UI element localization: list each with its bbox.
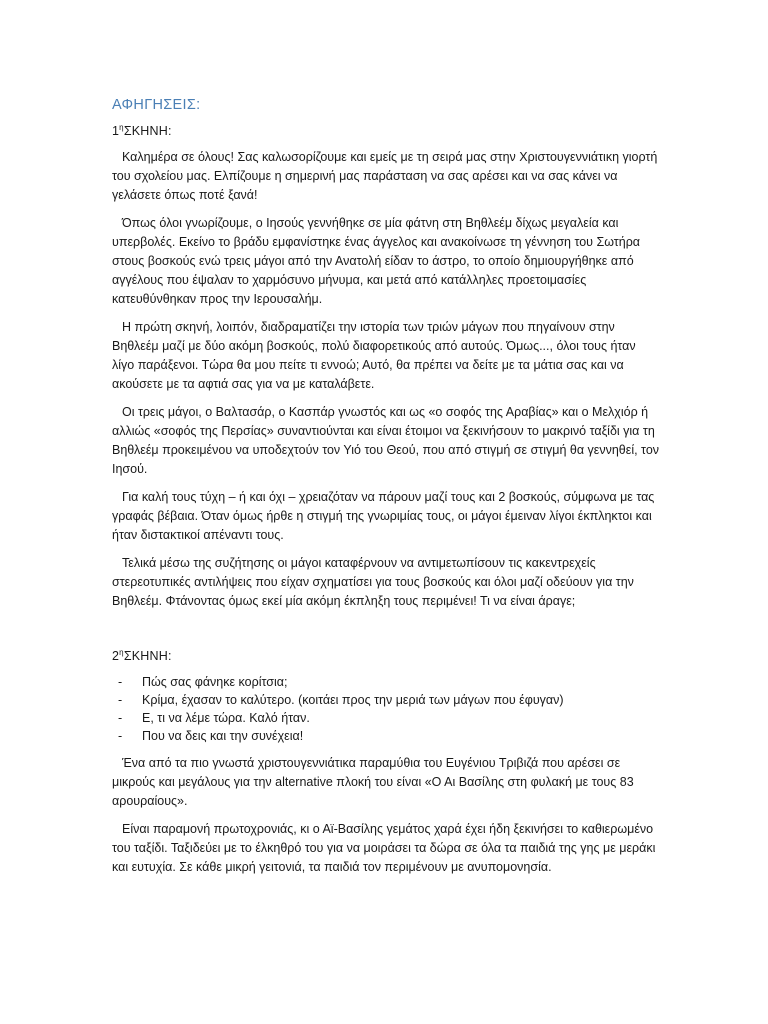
scene-2-title (112, 645, 660, 664)
document-heading: ΑΦΗΓΗΣΕΙΣ: (112, 97, 201, 113)
scene-1-ordinal: η (119, 123, 124, 132)
scene-1-label: ΣΚΗΝΗ: (123, 124, 172, 138)
scene-2-label: ΣΚΗΝΗ: (123, 649, 172, 663)
scene-1-paragraph-1: Καλημέρα σε όλους! Σας καλωσορίζουμε και εμείς με τη σειρά μας στην Χριστουγεννιάτικη γιορτή του σχολείου μας. Ελπίζουμε η σημερινή μας παράσταση να σας αρέσει και να σας κάνει να γελάσετε όπως ποτέ ξανά! (112, 150, 658, 202)
scene-1-paragraph-6: Τελικά μέσω της συζήτησης οι μάγοι καταφέρνουν να αντιμετωπίσουν τις κακεντρεχείς στερεοτυπικές αντιλήψεις που είχαν σχηματίσει για τους βοσκούς και όλοι μαζί οδεύουν για την Βηθλεέμ. Φτάνοντας όμως εκεί μία ακόμη έκπληξη τους περιμένει! Τι να είναι άραγε; (112, 556, 634, 608)
scene-1-paragraph-2: Όπως όλοι γνωρίζουμε, ο Ιησούς γεννήθηκε σε μία φάτνη στη Βηθλεέμ δίχως μεγαλεία και υπερβολές. Εκείνο το βράδυ εμφανίστηκε ένας άγγελος και ανακοίνωσε τη γέννηση του Σωτήρα στους βοσκούς ενώ τρεις μάγοι από την Ανατολή είδαν το άστρο, το οποίο δημιουργήθηκε από αγγέλους που έψαλαν το χαρμόσυνο μήνυμα, και μετά από κατάλληλες προετοιμασίες κατευθύνθηκαν προς την Ιερουσαλήμ. (112, 216, 641, 306)
dialogue-list (112, 673, 660, 745)
scene-2-paragraph-1: Ένα από τα πιο γνωστά χριστουγεννιάτικα παραμύθια του Ευγένιου Τριβιζά που αρέσει σε μικρούς και μεγάλους για την alternative πλοκή του είναι «Ο Αι Βασίλης στη φυλακή με τους 83 αρουραίους». (112, 756, 634, 808)
scene-1-paragraph-5: Για καλή τους τύχη – ή και όχι – χρειαζόταν να πάρουν μαζί τους και 2 βοσκούς, σύμφωνα με τας γραφάς βέβαια. Όταν όμως ήρθε η στιγμή της γνωριμίας τους, οι μάγοι έμειναν λίγοι έκπληκτοι και ήταν διστακτικοί απέναντι τους. (112, 490, 655, 542)
scene-2-number: 2 (112, 649, 120, 663)
dialogue-text: Πώς σας φάνηκε κορίτσια; (142, 675, 288, 689)
scene-1-paragraph-4: Οι τρεις μάγοι, ο Βαλτασάρ, ο Κασπάρ γνωστός και ως «ο σοφός της Αραβίας» και ο Μελχιόρ ή αλλιώς «σοφός της Περσίας» συναντιούνται και είναι έτοιμοι να ξεκινήσουν το μακρινό ταξίδι για τη Βηθλεέμ προκειμένου να υποδεχτούν τον Υιό του Θεού, που από στιγμή σε στιγμή θα γεννηθεί, τον Ιησού. (112, 405, 660, 476)
dialogue-text: Ε, τι να λέμε τώρα. Καλό ήταν. (142, 711, 310, 725)
dialogue-text: Που να δεις και την συνέχεια! (142, 729, 304, 743)
dialogue-line (112, 727, 660, 745)
scene-1-number: 1 (112, 124, 120, 138)
scene-1-paragraph-3: Η πρώτη σκηνή, λοιπόν, διαδραματίζει την ιστορία των τριών μάγων που πηγαίνουν στην Βηθλεέμ μαζί με δύο ακόμη βοσκούς, πολύ διαφορετικούς από αυτούς. Όμως..., όλοι τους ήταν λίγο παράξενοι. Τώρα θα μου πείτε τι εννοώ; Αυτό, θα πρέπει να δείτε με τα μάτια σας και να ακούσετε με τα αφτιά σας για να με καταλάβετε. (112, 320, 636, 391)
dash-marker: - (118, 711, 123, 725)
dialogue-line (112, 691, 660, 709)
scene-1-title (112, 120, 660, 139)
dash-marker: - (118, 675, 123, 689)
scene-2-paragraph-2: Είναι παραμονή πρωτοχρονιάς, κι ο Αϊ-Βασίλης γεμάτος χαρά έχει ήδη ξεκινήσει το καθιερωμένο του ταξίδι. Ταξιδεύει με το έλκηθρό του για να μοιράσει τα δώρα σε όλα τα παιδιά της γης με μεράκι και ευτυχία. Σε κάθε μικρή γειτονιά, τα παιδιά τον περιμένουν με ανυπομονησία. (112, 822, 656, 874)
dialogue-line (112, 709, 660, 727)
dialogue-line (112, 673, 660, 691)
dash-marker: - (118, 693, 123, 707)
document-page (112, 96, 660, 877)
scene-2-ordinal: η (119, 648, 124, 657)
dialogue-text: Κρίμα, έχασαν το καλύτερο. (κοιτάει προς την μεριά των μάγων που έφυγαν) (142, 693, 564, 707)
dash-marker: - (118, 729, 123, 743)
